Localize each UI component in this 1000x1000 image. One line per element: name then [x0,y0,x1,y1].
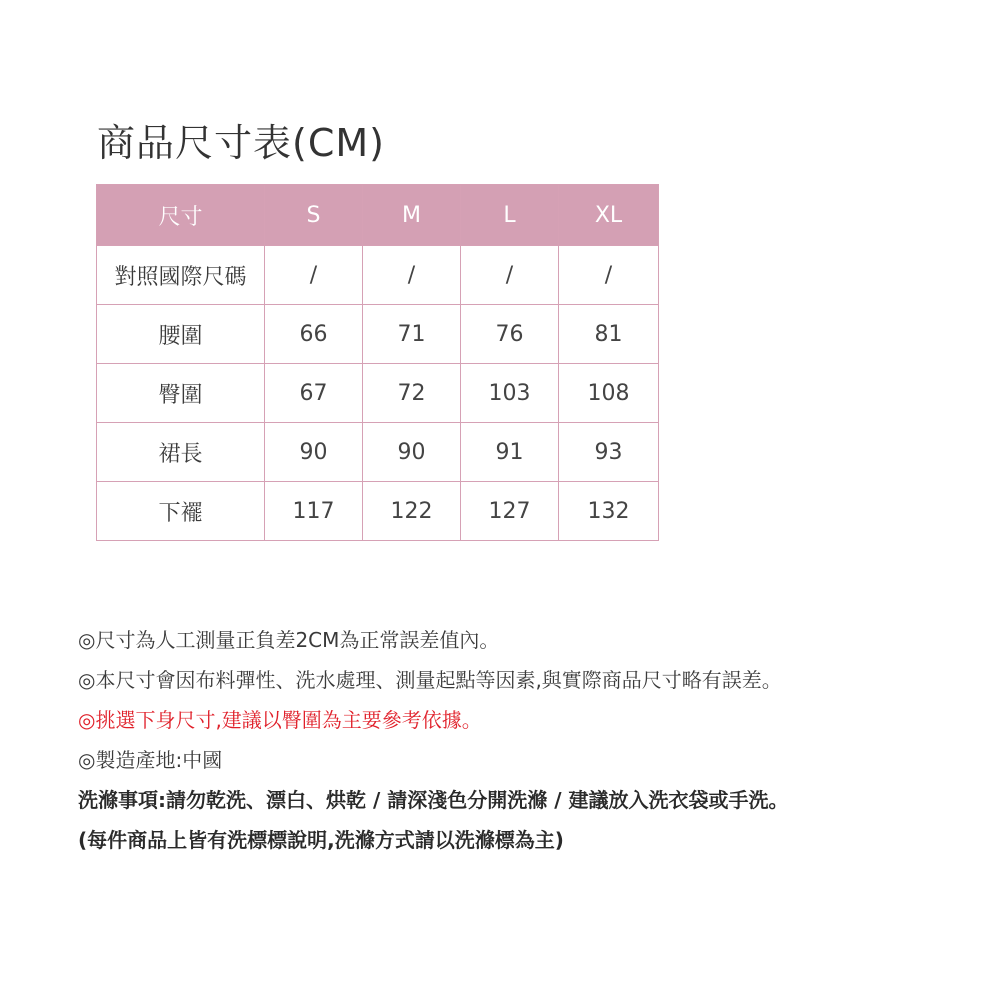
table-cell: 93 [559,423,659,482]
table-cell: / [363,246,461,305]
size-variance-note: ◎本尺寸會因布料彈性、洗水處理、測量起點等因素,與實際商品尺寸略有誤差。 [78,668,782,692]
header-size-l: L [461,185,559,246]
washing-label-note: (每件商品上皆有洗標標說明,洗滌方式請以洗滌標為主) [78,828,564,852]
header-size-label: 尺寸 [97,185,265,246]
table-cell: 90 [363,423,461,482]
table-row [97,482,659,541]
table-cell: 117 [265,482,363,541]
table-cell: 132 [559,482,659,541]
table-row [97,305,659,364]
table-header-row [97,185,659,246]
table-cell: / [559,246,659,305]
size-selection-note: ◎挑選下身尺寸,建議以臀圍為主要參考依據。 [78,708,482,732]
table-cell: 122 [363,482,461,541]
measurement-tolerance-note: ◎尺寸為人工測量正負差2CM為正常誤差值內。 [78,628,500,652]
table-cell: / [461,246,559,305]
header-size-m: M [363,185,461,246]
row-label: 對照國際尺碼 [97,246,265,305]
table-row [97,364,659,423]
row-label: 裙長 [97,423,265,482]
origin-note: ◎製造產地:中國 [78,748,223,772]
table-cell: 103 [461,364,559,423]
table-row [97,246,659,305]
header-size-xl: XL [559,185,659,246]
table-cell: / [265,246,363,305]
washing-instructions: 洗滌事項:請勿乾洗、漂白、烘乾 / 請深淺色分開洗滌 / 建議放入洗衣袋或手洗。 [78,788,789,812]
row-label: 下襬 [97,482,265,541]
table-cell: 127 [461,482,559,541]
table-cell: 66 [265,305,363,364]
table-cell: 91 [461,423,559,482]
table-cell: 81 [559,305,659,364]
row-label: 腰圍 [97,305,265,364]
table-cell: 67 [265,364,363,423]
page-title: 商品尺寸表(CM) [97,121,385,165]
table-cell: 90 [265,423,363,482]
table-row [97,423,659,482]
table-cell: 108 [559,364,659,423]
notes-section [78,620,978,860]
table-cell: 72 [363,364,461,423]
table-cell: 76 [461,305,559,364]
size-table [96,184,659,541]
header-size-s: S [265,185,363,246]
row-label: 臀圍 [97,364,265,423]
table-cell: 71 [363,305,461,364]
